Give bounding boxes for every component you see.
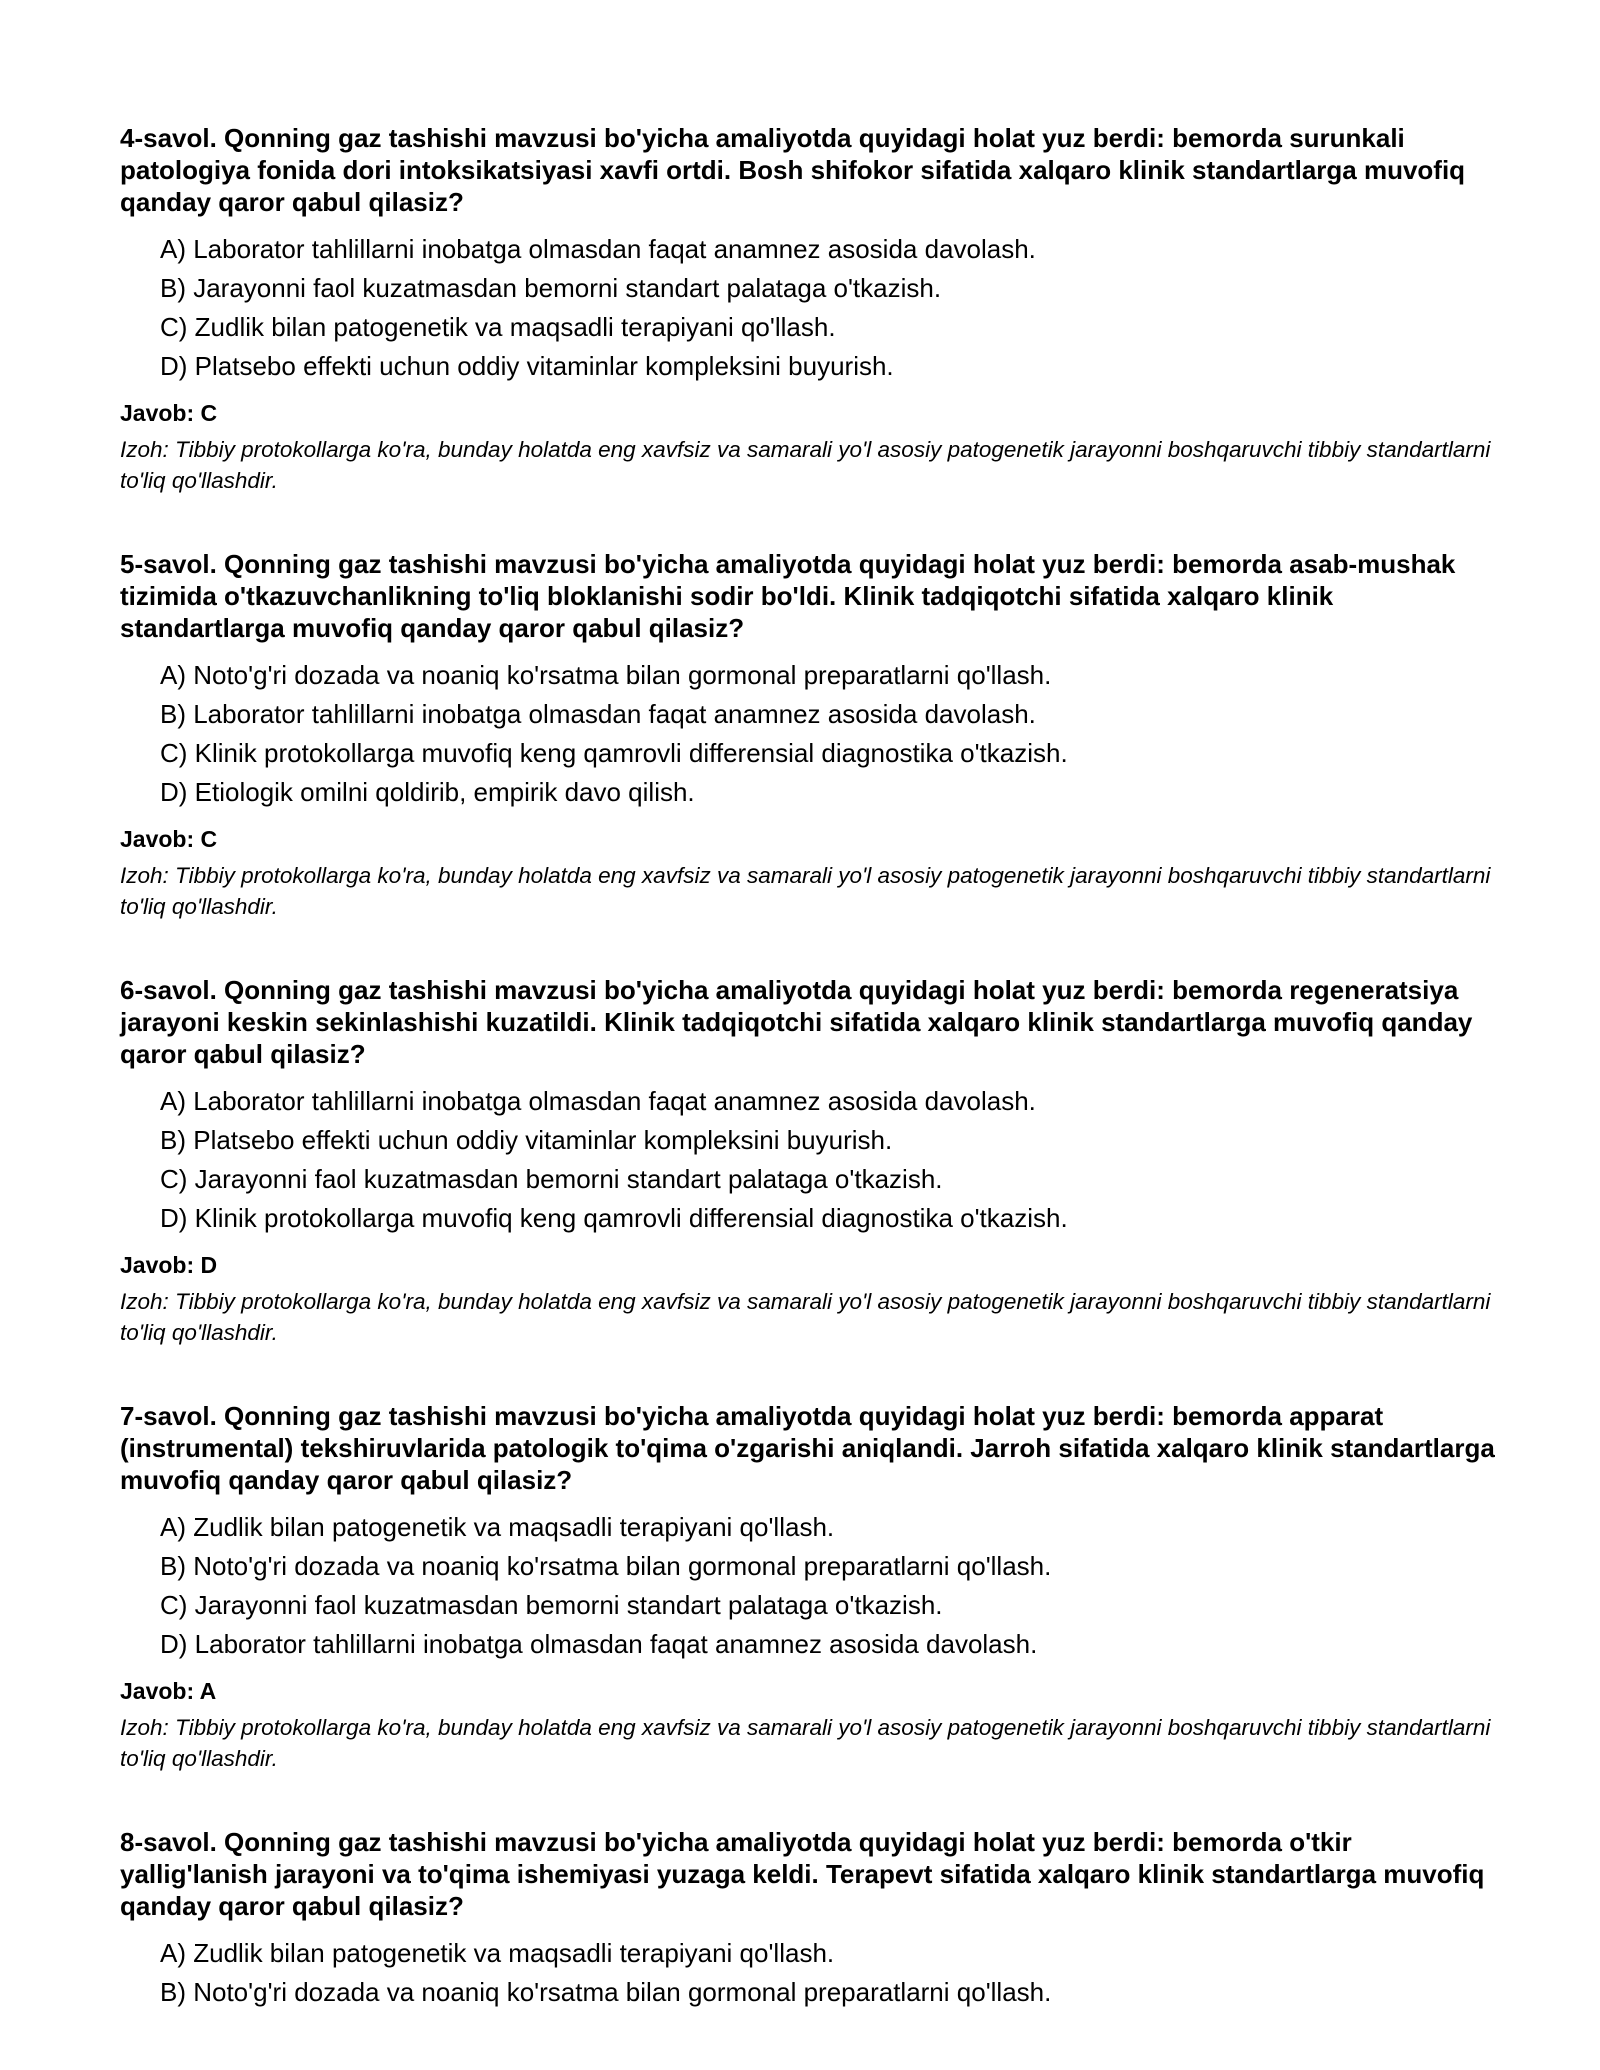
option-b: B) Noto'g'ri dozada va noaniq ko'rsatma bilan gormonal preparatlarni qo'llash. bbox=[160, 1977, 1052, 2007]
option-a: A) Zudlik bilan patogenetik va maqsadli terapiyani qo'llash. bbox=[160, 1938, 835, 1968]
question-text: 5-savol. Qonning gaz tashishi mavzusi bo'yicha amaliyotda quyidagi holat yuz berdi: bemorda asab-mushak tizimida o'tkazuvchanlikning to'liq bloklanishi sodir bo'ldi. Klinik tadqiqotchi sifatida xalqaro klinik standartlarga muvofiq qanday qaror qabul qilasiz? bbox=[120, 549, 1456, 643]
question-block bbox=[120, 122, 1500, 496]
question-block bbox=[120, 974, 1500, 1348]
option-c: C) Zudlik bilan patogenetik va maqsadli terapiyani qo'llash. bbox=[160, 312, 836, 342]
question-block bbox=[120, 1400, 1500, 1774]
answer-line: Javob: C bbox=[120, 400, 218, 426]
option-a: A) Laborator tahlillarni inobatga olmasdan faqat anamnez asosida davolash. bbox=[160, 1086, 1036, 1116]
question-block bbox=[120, 1826, 1500, 2012]
option-b: B) Laborator tahlillarni inobatga olmasdan faqat anamnez asosida davolash. bbox=[160, 699, 1036, 729]
option-a: A) Noto'g'ri dozada va noaniq ko'rsatma bilan gormonal preparatlarni qo'llash. bbox=[160, 660, 1052, 690]
options-list bbox=[120, 230, 1500, 386]
options-list bbox=[120, 656, 1500, 812]
option-d: D) Klinik protokollarga muvofiq keng qamrovli differensial diagnostika o'tkazish. bbox=[160, 1203, 1068, 1233]
option-d: D) Etiologik omilni qoldirib, empirik davo qilish. bbox=[160, 777, 695, 807]
document-page bbox=[120, 122, 1500, 2064]
explanation-note: Izoh: Tibbiy protokollarga ko'ra, bunday holatda eng xavfsiz va samarali yo'l asosiy patogenetik jarayonni boshqaruvchi tibbiy standartlarni to'liq qo'llashdir. bbox=[120, 863, 1491, 919]
answer-line: Javob: A bbox=[120, 1678, 217, 1704]
option-a: A) Zudlik bilan patogenetik va maqsadli terapiyani qo'llash. bbox=[160, 1512, 835, 1542]
explanation-note: Izoh: Tibbiy protokollarga ko'ra, bunday holatda eng xavfsiz va samarali yo'l asosiy patogenetik jarayonni boshqaruvchi tibbiy standartlarni to'liq qo'llashdir. bbox=[120, 1289, 1491, 1345]
answer-line: Javob: C bbox=[120, 826, 218, 852]
option-b: B) Noto'g'ri dozada va noaniq ko'rsatma bilan gormonal preparatlarni qo'llash. bbox=[160, 1551, 1052, 1581]
option-d: D) Laborator tahlillarni inobatga olmasdan faqat anamnez asosida davolash. bbox=[160, 1629, 1038, 1659]
options-list bbox=[120, 1508, 1500, 1664]
question-text: 7-savol. Qonning gaz tashishi mavzusi bo'yicha amaliyotda quyidagi holat yuz berdi: bemorda apparat (instrumental) tekshiruvlarida patologik to'qima o'zgarishi aniqlandi. Jarroh sifatida xalqaro klinik standartlarga muvofiq qanday qaror qabul qilasiz? bbox=[120, 1401, 1495, 1495]
question-text: 6-savol. Qonning gaz tashishi mavzusi bo'yicha amaliyotda quyidagi holat yuz berdi: bemorda regeneratsiya jarayoni keskin sekinlashishi kuzatildi. Klinik tadqiqotchi sifatida xalqaro klinik standartlarga muvofiq qanday qaror qabul qilasiz? bbox=[120, 975, 1473, 1069]
question-text: 4-savol. Qonning gaz tashishi mavzusi bo'yicha amaliyotda quyidagi holat yuz berdi: bemorda surunkali patologiya fonida dori intoksikatsiyasi xavfi ortdi. Bosh shifokor sifatida xalqaro klinik standartlarga muvofiq qanday qaror qabul qilasiz? bbox=[120, 123, 1466, 217]
explanation-note: Izoh: Tibbiy protokollarga ko'ra, bunday holatda eng xavfsiz va samarali yo'l asosiy patogenetik jarayonni boshqaruvchi tibbiy standartlarni to'liq qo'llashdir. bbox=[120, 1715, 1491, 1771]
option-c: C) Klinik protokollarga muvofiq keng qamrovli differensial diagnostika o'tkazish. bbox=[160, 738, 1068, 768]
options-list bbox=[120, 1934, 1500, 2012]
question-block bbox=[120, 548, 1500, 922]
options-list bbox=[120, 1082, 1500, 1238]
explanation-note: Izoh: Tibbiy protokollarga ko'ra, bunday holatda eng xavfsiz va samarali yo'l asosiy patogenetik jarayonni boshqaruvchi tibbiy standartlarni to'liq qo'llashdir. bbox=[120, 437, 1491, 493]
option-b: B) Jarayonni faol kuzatmasdan bemorni standart palataga o'tkazish. bbox=[160, 273, 942, 303]
option-a: A) Laborator tahlillarni inobatga olmasdan faqat anamnez asosida davolash. bbox=[160, 234, 1036, 264]
question-text: 8-savol. Qonning gaz tashishi mavzusi bo'yicha amaliyotda quyidagi holat yuz berdi: bemorda o'tkir yallig'lanish jarayoni va to'qima ishemiyasi yuzaga keldi. Terapevt sifatida xalqaro klinik standartlarga muvofiq qanday qaror qabul qilasiz? bbox=[120, 1827, 1485, 1921]
option-c: C) Jarayonni faol kuzatmasdan bemorni standart palataga o'tkazish. bbox=[160, 1164, 943, 1194]
option-d: D) Platsebo effekti uchun oddiy vitaminlar kompleksini buyurish. bbox=[160, 351, 894, 381]
answer-line: Javob: D bbox=[120, 1252, 218, 1278]
option-b: B) Platsebo effekti uchun oddiy vitaminlar kompleksini buyurish. bbox=[160, 1125, 893, 1155]
option-c: C) Jarayonni faol kuzatmasdan bemorni standart palataga o'tkazish. bbox=[160, 1590, 943, 1620]
